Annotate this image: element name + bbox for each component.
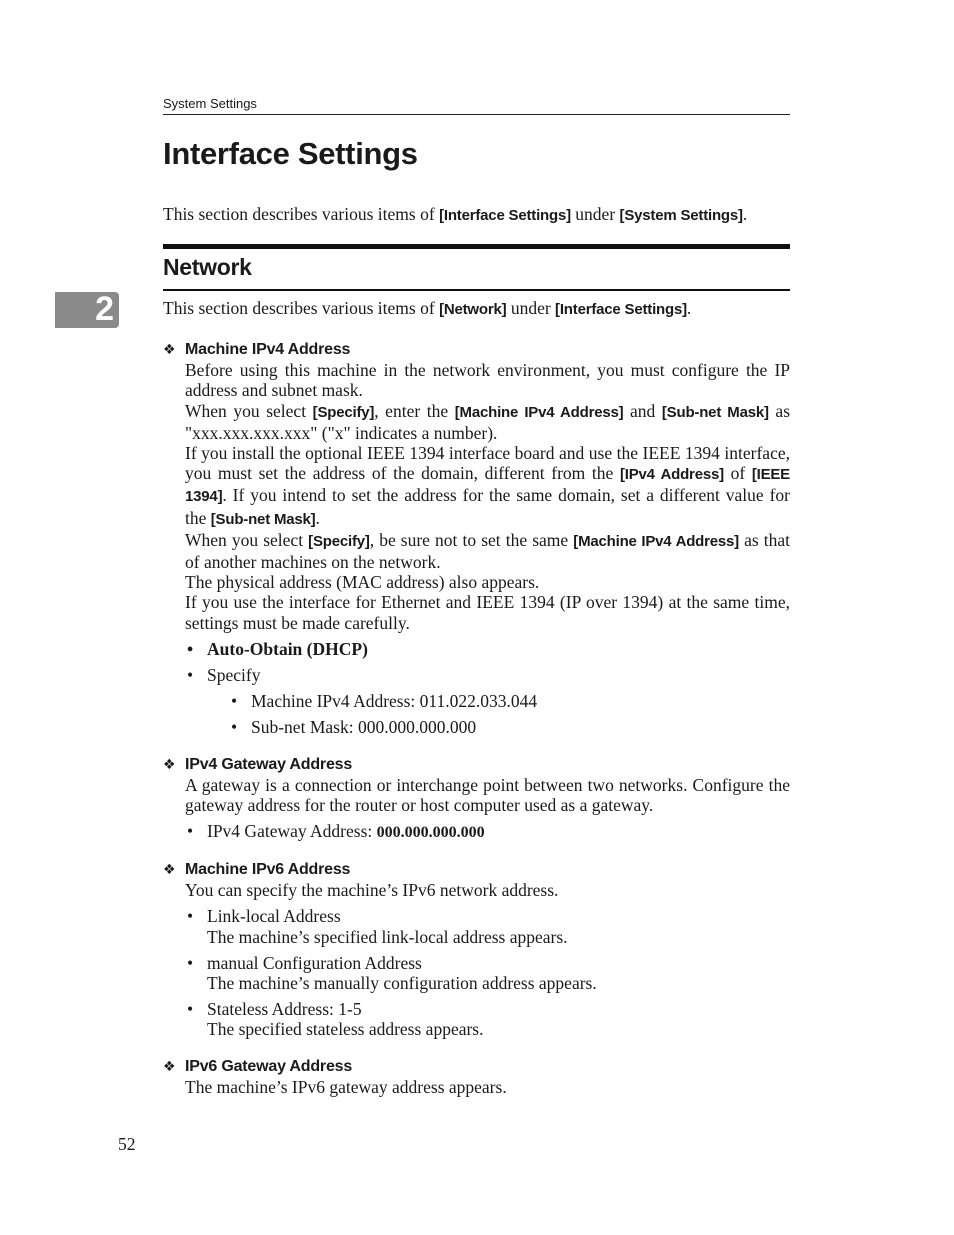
item-heading-ipv4: ❖ Machine IPv4 Address	[163, 341, 351, 359]
section-intro: This section describes various items of [Network] under [Interface Settings].	[163, 298, 692, 318]
list-item: • Link-local Address The machine’s specified link-local address appears.	[185, 906, 790, 946]
section-rule-top	[163, 244, 790, 249]
ref-system-settings: [System Settings]	[619, 207, 743, 224]
diamond-bullet-icon: ❖	[163, 861, 176, 878]
list-item: • manual Configuration Address The machine’s manually configuration address appears.	[185, 953, 790, 993]
ref-interface-settings: [Interface Settings]	[439, 207, 571, 224]
list-item: • Machine IPv4 Address: 011.022.033.044	[229, 691, 790, 711]
list-item: • Stateless Address: 1-5 The specified stateless address appears.	[185, 999, 790, 1039]
ipv4-paragraph-4: When you select [Specify], be sure not to set the same [Machine IPv4 Address] as that of another machines on the network.	[185, 529, 790, 573]
list-item: • Auto-Obtain (DHCP)	[185, 639, 790, 659]
page-number: 52	[118, 1134, 136, 1154]
ipv4-paragraph-2: When you select [Specify], enter the [Machine IPv4 Address] and [Sub-net Mask] as "xxx.xxx.xxx.xxx" ("x" indicates a number).	[185, 400, 790, 443]
gateway4-value: 000.000.000.000	[376, 824, 485, 842]
ipv4-paragraph-1: Before using this machine in the network environment, you must configure the IP address and subnet mask.	[185, 360, 790, 401]
diamond-bullet-icon: ❖	[163, 1057, 176, 1074]
ref-interface-settings-2: [Interface Settings]	[555, 301, 687, 318]
item-heading-gateway4: ❖ IPv4 Gateway Address	[163, 755, 353, 773]
ipv6-paragraph-1: You can specify the machine’s IPv6 network address.	[185, 880, 559, 901]
ipv4-specify-options	[229, 691, 790, 737]
item-heading-gateway6: ❖ IPv6 Gateway Address	[163, 1057, 353, 1075]
gateway6-paragraph-1: The machine’s IPv6 gateway address appears.	[185, 1076, 507, 1097]
list-item: • IPv4 Gateway Address: 000.000.000.000	[185, 821, 790, 843]
ref-network: [Network]	[439, 301, 507, 318]
chapter-number: 2	[95, 290, 114, 328]
item-body-ipv6	[185, 880, 790, 900]
diamond-bullet-icon: ❖	[163, 755, 176, 772]
intro-paragraph: This section describes various items of [Interface Settings] under [System Settings].	[163, 204, 748, 224]
section-heading: Network	[163, 254, 252, 280]
ipv4-paragraph-5: The physical address (MAC address) also appears.	[185, 572, 540, 593]
page-title: Interface Settings	[163, 136, 418, 171]
gateway4-paragraph-1: A gateway is a connection or interchange point between two networks. Configure the gateway address for the router or host computer used as a gateway.	[185, 774, 790, 815]
ipv4-paragraph-3: If you install the optional IEEE 1394 interface board and use the IEEE 1394 interface, you must set the address of the domain, different from the [IPv4 Address] of [IEEE 1394]. If you intend to set the address for the same domain, set a different value for the [Sub-net Mask].	[185, 443, 790, 528]
list-item: • Specify • Machine IPv4 Address: 011.022.033.044 • Sub-net Mask: 000.000.000.000	[185, 665, 790, 738]
item-body-gateway4	[185, 775, 790, 815]
item-body-ipv4	[185, 360, 790, 633]
item-body-gateway6	[185, 1077, 790, 1097]
item-heading-ipv6: ❖ Machine IPv6 Address	[163, 861, 351, 879]
chapter-tab	[55, 292, 119, 328]
section-content	[163, 298, 790, 1097]
running-header: System Settings	[163, 96, 790, 115]
ipv6-options	[185, 906, 790, 1039]
section-rule-bottom	[163, 289, 790, 291]
ipv4-options	[185, 639, 790, 738]
diamond-bullet-icon: ❖	[163, 341, 176, 358]
gateway4-options	[185, 821, 790, 843]
list-item: • Sub-net Mask: 000.000.000.000	[229, 717, 790, 737]
ipv4-paragraph-6: If you use the interface for Ethernet and IEEE 1394 (IP over 1394) at the same time, settings must be made carefully.	[185, 592, 790, 633]
